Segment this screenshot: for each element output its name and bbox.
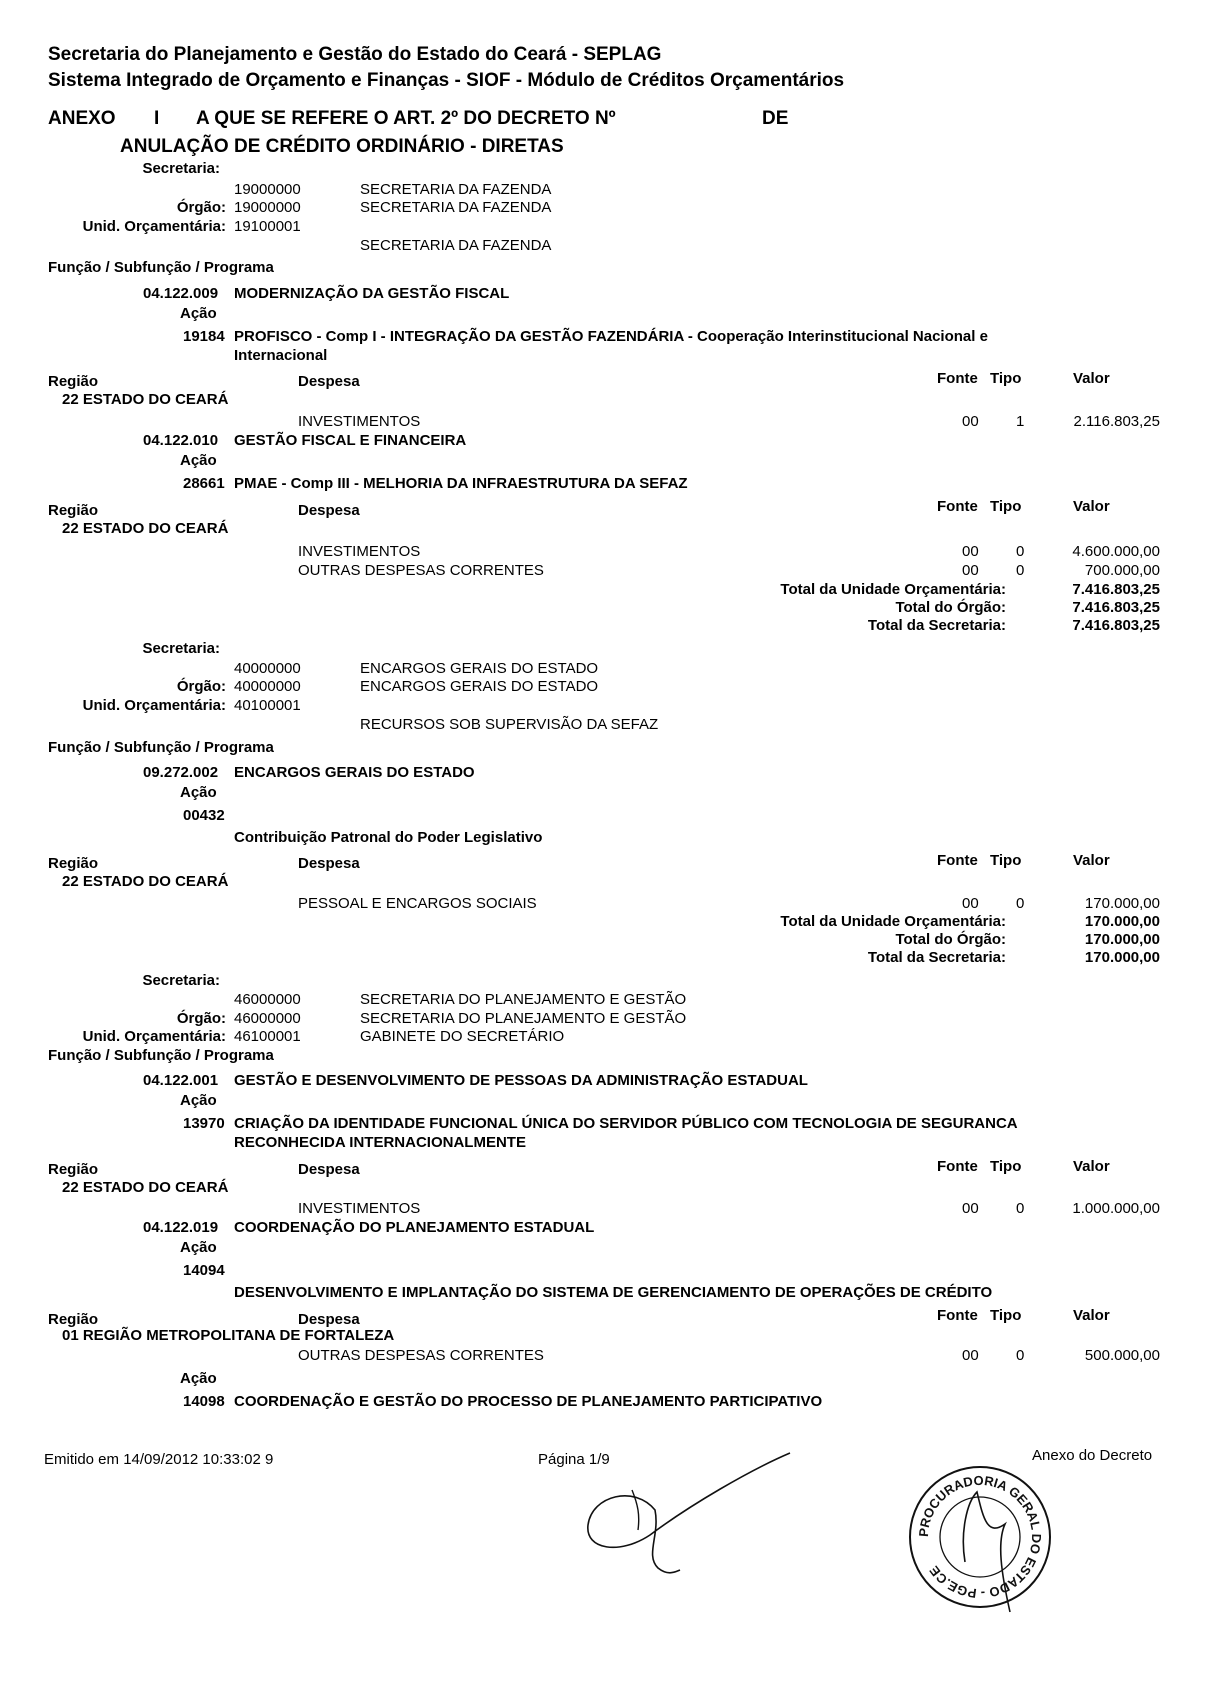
secretaria-name: SECRETARIA DO PLANEJAMENTO E GESTÃO xyxy=(360,991,687,1008)
total-orgao-label: Total do Órgão: xyxy=(895,599,1006,616)
total-orgao-value: 7.416.803,25 xyxy=(1072,599,1160,616)
acao-code: 13970 xyxy=(183,1115,225,1132)
tipo-value: 0 xyxy=(1016,1200,1025,1217)
tipo-header: Tipo xyxy=(990,498,1022,515)
program-code: 04.122.019 xyxy=(143,1219,219,1236)
valor-value: 4.600.000,00 xyxy=(1072,543,1160,560)
regiao-name: 22 ESTADO DO CEARÁ xyxy=(62,391,229,408)
total-secretaria-label: Total da Secretaria: xyxy=(867,949,1006,966)
program-code: 04.122.010 xyxy=(143,432,219,449)
unid-code: 46100001 xyxy=(234,1028,301,1045)
decreto-reference: A QUE SE REFERE O ART. 2º DO DECRETO Nº xyxy=(196,108,616,129)
regiao-name: 22 ESTADO DO CEARÁ xyxy=(62,1179,229,1196)
program-name: COORDENAÇÃO DO PLANEJAMENTO ESTADUAL xyxy=(234,1219,595,1236)
despesa-item: INVESTIMENTOS xyxy=(298,543,421,560)
valor-header: Valor xyxy=(1073,852,1110,869)
valor-header: Valor xyxy=(1073,370,1110,387)
orgao-name: SECRETARIA DO PLANEJAMENTO E GESTÃO xyxy=(360,1010,687,1027)
acao-label: Ação xyxy=(180,784,217,801)
fonte-value: 00 xyxy=(962,895,979,912)
unid-name: GABINETE DO SECRETÁRIO xyxy=(360,1028,565,1045)
acao-name: PROFISCO - Comp I - INTEGRAÇÃO DA GESTÃO FAZENDÁRIA - Cooperação Interinstitucional Nacional e xyxy=(234,328,988,345)
valor-value: 2.116.803,25 xyxy=(1073,413,1160,430)
valor-header: Valor xyxy=(1073,498,1110,515)
total-unid-value: 170.000,00 xyxy=(1084,913,1160,930)
valor-value: 1.000.000,00 xyxy=(1072,1200,1160,1217)
program-code: 04.122.001 xyxy=(143,1072,219,1089)
fonte-header: Fonte xyxy=(937,370,978,387)
orgao-name: ENCARGOS GERAIS DO ESTADO xyxy=(360,678,599,695)
valor-header: Valor xyxy=(1073,1307,1110,1324)
orgao-code: 19000000 xyxy=(234,199,301,216)
despesa-item: INVESTIMENTOS xyxy=(298,1200,421,1217)
unid-code: 40100001 xyxy=(234,697,301,714)
funcao-label: Função / Subfunção / Programa xyxy=(48,1047,274,1064)
orgao-name: SECRETARIA DA FAZENDA xyxy=(360,199,552,216)
program-code: 04.122.009 xyxy=(143,285,219,302)
regiao-header: Região xyxy=(48,373,99,390)
fonte-header: Fonte xyxy=(937,498,978,515)
valor-header: Valor xyxy=(1073,1158,1110,1175)
acao-code: 00432 xyxy=(183,807,225,824)
tipo-header: Tipo xyxy=(990,1158,1022,1175)
regiao-name: 01 REGIÃO METROPOLITANA DE FORTALEZA xyxy=(62,1327,395,1344)
tipo-value: 0 xyxy=(1016,562,1025,579)
acao-label: Ação xyxy=(180,452,217,469)
annex-note: Anexo do Decreto xyxy=(1032,1447,1153,1464)
total-unid-label: Total da Unidade Orçamentária: xyxy=(780,913,1006,930)
tipo-value: 1 xyxy=(1016,413,1025,430)
tipo-header: Tipo xyxy=(990,852,1022,869)
fonte-header: Fonte xyxy=(937,1158,978,1175)
acao-name-continued: Internacional xyxy=(234,347,328,364)
acao-name: CRIAÇÃO DA IDENTIDADE FUNCIONAL ÚNICA DO SERVIDOR PÚBLICO COM TECNOLOGIA DE SEGURANCA xyxy=(234,1115,1018,1132)
unid-label: Unid. Orçamentária: xyxy=(82,218,226,235)
unid-name: RECURSOS SOB SUPERVISÃO DA SEFAZ xyxy=(360,716,659,733)
fonte-value: 00 xyxy=(962,413,979,430)
secretaria-name: ENCARGOS GERAIS DO ESTADO xyxy=(360,660,599,677)
fonte-value: 00 xyxy=(962,1200,979,1217)
acao-label: Ação xyxy=(180,1370,217,1387)
decreto-date-label: DE xyxy=(762,108,789,129)
orgao-label: Órgão: xyxy=(176,678,226,695)
acao-name: COORDENAÇÃO E GESTÃO DO PROCESSO DE PLANEJAMENTO PARTICIPATIVO xyxy=(234,1393,823,1410)
acao-code: 14098 xyxy=(183,1393,225,1410)
unid-name: SECRETARIA DA FAZENDA xyxy=(360,237,552,254)
acao-name: PMAE - Comp III - MELHORIA DA INFRAESTRUTURA DA SEFAZ xyxy=(234,475,688,492)
acao-label: Ação xyxy=(180,305,217,322)
fonte-header: Fonte xyxy=(937,852,978,869)
regiao-header: Região xyxy=(48,855,99,872)
program-name: GESTÃO FISCAL E FINANCEIRA xyxy=(234,432,467,449)
orgao-code: 46000000 xyxy=(234,1010,301,1027)
tipo-header: Tipo xyxy=(990,1307,1022,1324)
unid-label: Unid. Orçamentária: xyxy=(82,697,226,714)
regiao-name: 22 ESTADO DO CEARÁ xyxy=(62,520,229,537)
tipo-value: 0 xyxy=(1016,1347,1025,1364)
emission-timestamp: Emitido em 14/09/2012 10:33:02 9 xyxy=(44,1451,274,1468)
secretaria-code: 40000000 xyxy=(234,660,301,677)
orgao-code: 40000000 xyxy=(234,678,301,695)
program-name: GESTÃO E DESENVOLVIMENTO DE PESSOAS DA ADMINISTRAÇÃO ESTADUAL xyxy=(234,1072,808,1089)
acao-label: Ação xyxy=(180,1239,217,1256)
acao-label: Ação xyxy=(180,1092,217,1109)
fonte-value: 00 xyxy=(962,1347,979,1364)
acao-name: DESENVOLVIMENTO E IMPLANTAÇÃO DO SISTEMA DE GERENCIAMENTO DE OPERAÇÕES DE CRÉDITO xyxy=(234,1284,993,1301)
acao-code: 19184 xyxy=(183,328,225,345)
acao-code: 14094 xyxy=(183,1262,225,1279)
acao-name: Contribuição Patronal do Poder Legislativo xyxy=(234,829,543,846)
signature-image xyxy=(580,1450,800,1580)
total-orgao-label: Total do Órgão: xyxy=(895,931,1006,948)
despesa-header: Despesa xyxy=(298,1311,360,1328)
regiao-header: Região xyxy=(48,1161,99,1178)
anexo-label: ANEXO xyxy=(48,108,116,129)
unid-code: 19100001 xyxy=(234,218,301,235)
despesa-item: INVESTIMENTOS xyxy=(298,413,421,430)
program-name: MODERNIZAÇÃO DA GESTÃO FISCAL xyxy=(234,285,510,302)
secretaria-code: 46000000 xyxy=(234,991,301,1008)
regiao-header: Região xyxy=(48,1311,99,1328)
acao-code: 28661 xyxy=(183,475,225,492)
secretaria-label: Secretaria: xyxy=(142,160,220,177)
total-unid-label: Total da Unidade Orçamentária: xyxy=(780,581,1006,598)
document-subtitle: ANULAÇÃO DE CRÉDITO ORDINÁRIO - DIRETAS xyxy=(120,136,564,157)
funcao-label: Função / Subfunção / Programa xyxy=(48,739,274,756)
secretaria-label: Secretaria: xyxy=(142,972,220,989)
valor-value: 700.000,00 xyxy=(1084,562,1160,579)
regiao-header: Região xyxy=(48,502,99,519)
page-number: Página 1/9 xyxy=(538,1451,610,1468)
fonte-value: 00 xyxy=(962,562,979,579)
secretaria-code: 19000000 xyxy=(234,181,301,198)
fonte-header: Fonte xyxy=(937,1307,978,1324)
header-line-1: Secretaria do Planejamento e Gestão do Estado do Ceará - SEPLAG xyxy=(48,44,662,65)
unid-label: Unid. Orçamentária: xyxy=(82,1028,226,1045)
total-secretaria-value: 170.000,00 xyxy=(1084,949,1160,966)
program-code: 09.272.002 xyxy=(143,764,219,781)
regiao-name: 22 ESTADO DO CEARÁ xyxy=(62,873,229,890)
despesa-header: Despesa xyxy=(298,502,360,519)
secretaria-label: Secretaria: xyxy=(142,640,220,657)
acao-name-continued: RECONHECIDA INTERNACIONALMENTE xyxy=(234,1134,526,1151)
orgao-label: Órgão: xyxy=(176,199,226,216)
despesa-item: OUTRAS DESPESAS CORRENTES xyxy=(298,1347,544,1364)
funcao-label: Função / Subfunção / Programa xyxy=(48,259,274,276)
tipo-header: Tipo xyxy=(990,370,1022,387)
header-line-2: Sistema Integrado de Orçamento e Finanças - SIOF - Módulo de Créditos Orçamentários xyxy=(48,70,845,91)
despesa-item: PESSOAL E ENCARGOS SOCIAIS xyxy=(298,895,537,912)
despesa-item: OUTRAS DESPESAS CORRENTES xyxy=(298,562,544,579)
orgao-label: Órgão: xyxy=(176,1010,226,1027)
despesa-header: Despesa xyxy=(298,1161,360,1178)
despesa-header: Despesa xyxy=(298,373,360,390)
secretaria-name: SECRETARIA DA FAZENDA xyxy=(360,181,552,198)
valor-value: 500.000,00 xyxy=(1084,1347,1160,1364)
anexo-number: I xyxy=(154,108,160,129)
total-secretaria-label: Total da Secretaria: xyxy=(867,617,1006,634)
total-unid-value: 7.416.803,25 xyxy=(1072,581,1160,598)
fonte-value: 00 xyxy=(962,543,979,560)
tipo-value: 0 xyxy=(1016,543,1025,560)
total-orgao-value: 170.000,00 xyxy=(1084,931,1160,948)
total-secretaria-value: 7.416.803,25 xyxy=(1072,617,1160,634)
procuradoria-seal xyxy=(905,1462,1055,1612)
svg-text:PROCURADORIA GERAL DO ESTADO -: PROCURADORIA GERAL DO ESTADO - PGE.CE xyxy=(915,1472,1045,1602)
despesa-header: Despesa xyxy=(298,855,360,872)
tipo-value: 0 xyxy=(1016,895,1025,912)
valor-value: 170.000,00 xyxy=(1084,895,1160,912)
program-name: ENCARGOS GERAIS DO ESTADO xyxy=(234,764,475,781)
